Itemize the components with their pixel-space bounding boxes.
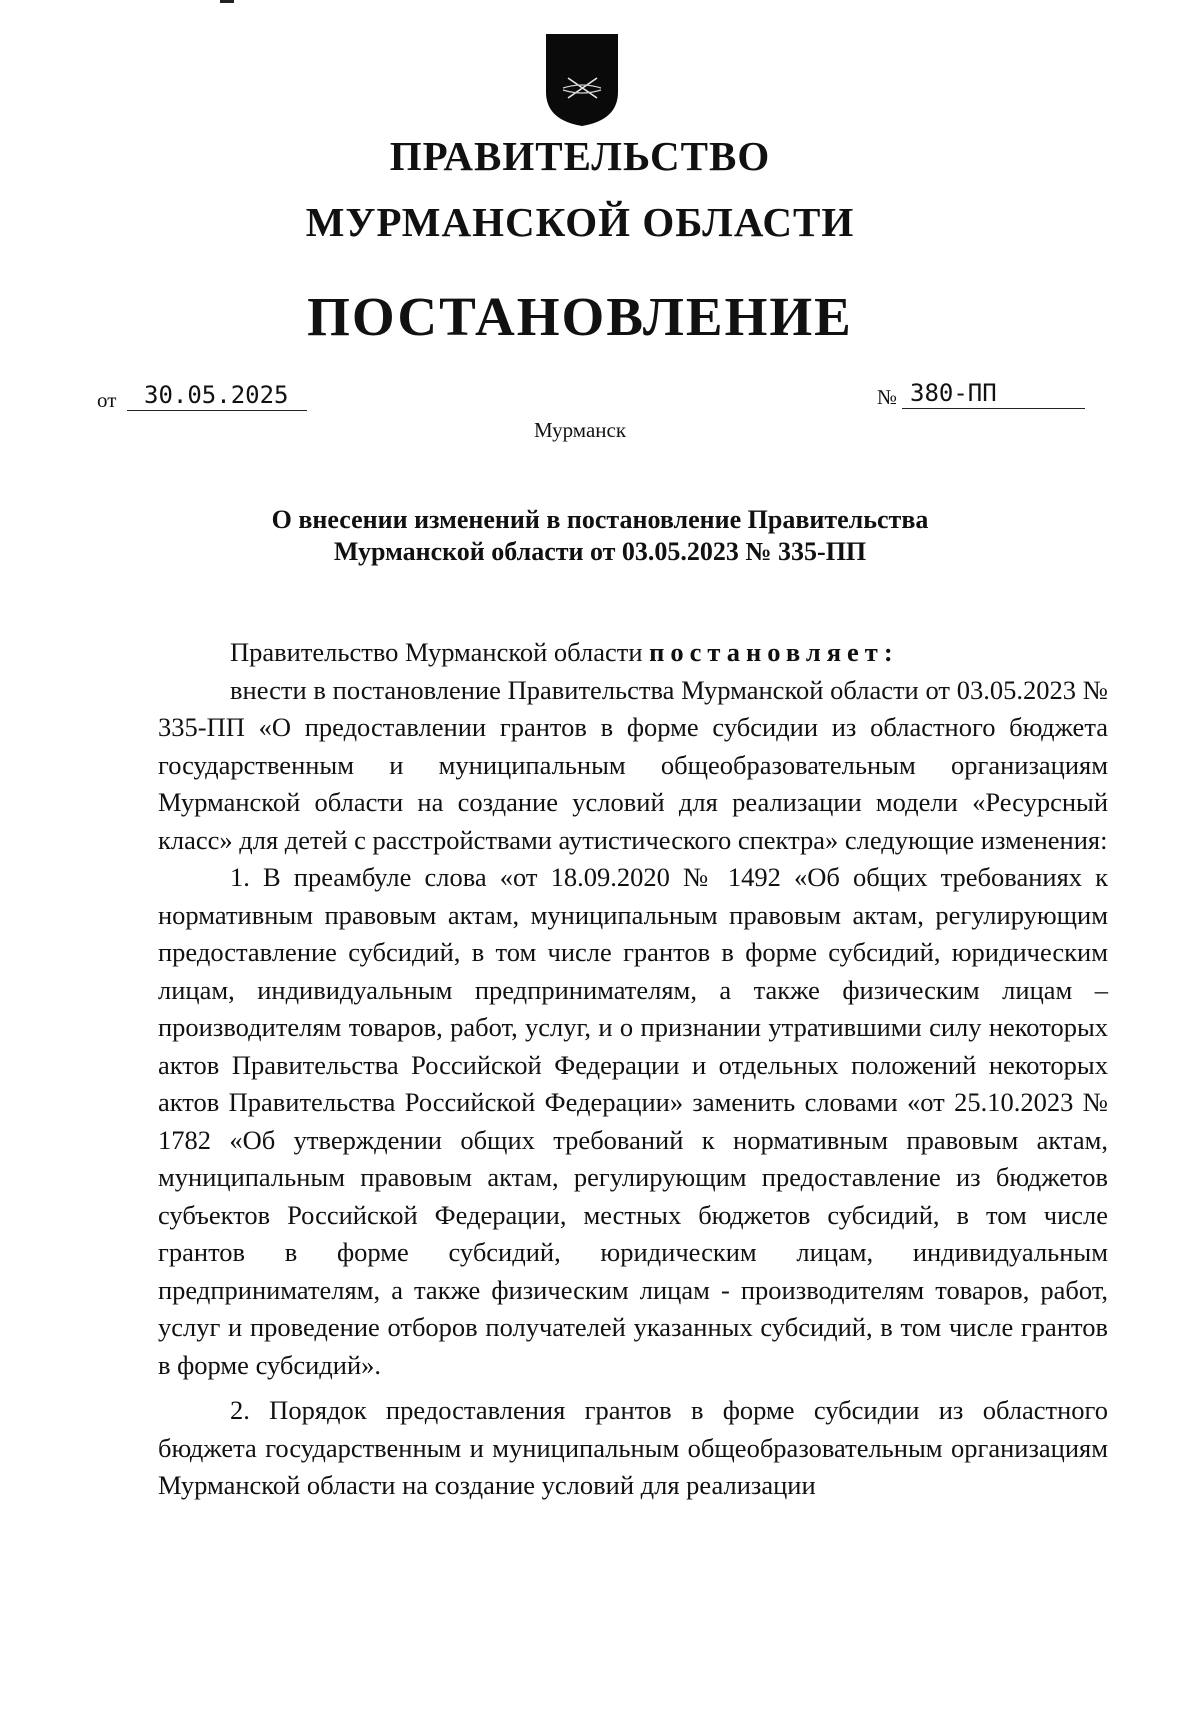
document-body [158,634,1108,1505]
paragraph-item-1: 1. В преамбуле слова «от 18.09.2020 № 1492 «Об общих требованиях к нормативным правовым актам, муниципальным правовым актам, регулирующим предоставление субсидий, в том числе грантов в форме субсидий, юридическим лицам, индивидуальным предпринимателям, а также физическим лицам – производителям товаров, работ, услуг, и о признании утратившими силу некоторых актов Правительства Российской Федерации и отдельных положений некоторых актов Правительства Российской Федерации» заменить словами «от 25.10.2023 № 1782 «Об утверждении общих требований к нормативным правовым актам, муниципальным правовым актам, регулирующим предоставление из бюджетов субъектов Российской Федерации, местных бюджетов субсидий, в том числе грантов в форме субсидий, юридическим лицам, индивидуальным предпринимателям, а также физическим лицам - производителям товаров, работ, услуг и проведение отборов получателей указанных субсидий, в том числе грантов в форме субсидий». [158,862,1108,1380]
document-date: 30.05.2025 [127,380,307,411]
date-prefix: от [97,388,117,412]
org-title-line1: ПРАВИТЕЛЬСТВО [389,133,771,179]
subject-line2: Мурманской области от 03.05.2023 № 335-ПП [333,537,867,566]
paragraph-resolution [158,634,1108,672]
resolution-lead: Правительство Мурманской области [230,637,650,667]
subject-line1: О внесении изменений в постановление Правительства [271,505,929,534]
document-number: 380-ПП [902,378,1085,409]
paragraph-intro: внести в постановление Правительства Мурманской области от 03.05.2023 № 335-ПП «О предоставлении грантов в форме субсидии из областного бюджета государственным и муниципальным общеобразовательным организациям Мурманской области на создание условий для реализации модели «Ресурсный класс» для детей с расстройствами аутистического спектра» следующие изменения: [158,674,1108,855]
number-prefix: № [877,385,898,409]
scan-mark [220,0,234,3]
city: Мурманск [533,418,627,442]
murmansk-coat-of-arms-icon [543,32,621,128]
org-title-line2: МУРМАНСКОЙ ОБЛАСТИ [305,199,855,245]
paragraph-item-2: 2. Порядок предоставления грантов в форме субсидии из областного бюджета государственным и муниципальным общеобразовательным организациям Мурманской области на создание условий для реализации [158,1395,1108,1500]
resolution-verb: постановляет: [649,637,899,667]
document-subject [200,504,1000,568]
document-type: ПОСТАНОВЛЕНИЕ [307,286,853,347]
